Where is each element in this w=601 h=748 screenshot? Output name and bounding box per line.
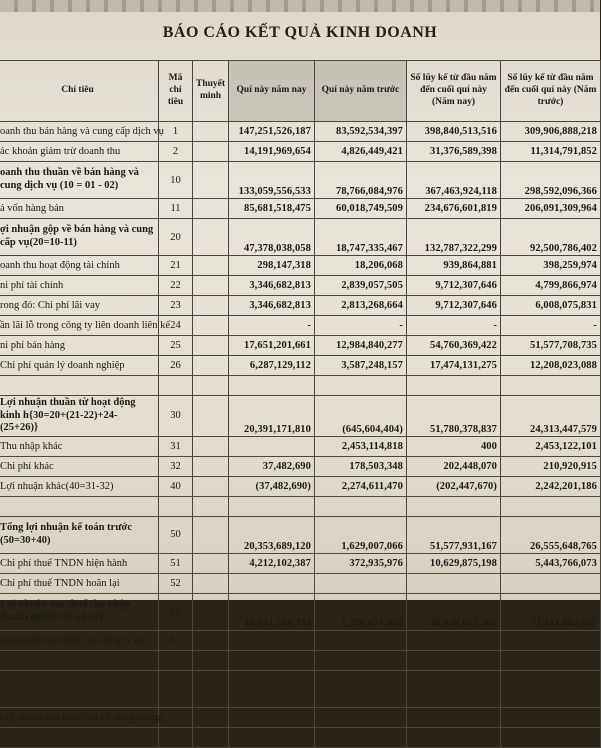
table-row: Lợi nhuận sau thuế thu nhập doanh ệp(60=50-51-52) 60 16,141,586,733 1,256,071,090 40,948,055,969 21,111,882,692 [0, 593, 601, 630]
table-row: ác khoản giảm trừ doanh thu 2 14,191,969,654 4,826,449,421 31,376,589,398 11,314,791,852 [0, 142, 601, 162]
col-header-thuyet-minh: Thuyết minh [193, 61, 229, 122]
income-statement-table [0, 60, 601, 748]
table-row: ni phí tài chính 22 3,346,682,813 2,839,057,505 9,712,307,646 4,799,866,974 [0, 276, 601, 296]
table-row: oanh thu thuần về bán hàng và cung dịch vụ (10 = 01 - 02) 10 133,059,556,533 78,766,084,976 367,463,924,118 298,592,096,366 [0, 162, 601, 199]
table-row [0, 670, 601, 707]
col-header-this-quarter: Quí này năm nay [229, 61, 315, 122]
table-row: á vốn hàng bán 11 85,681,518,475 60,018,749,509 234,676,601,819 206,091,309,964 [0, 199, 601, 219]
table-row: Chi phí khác 32 37,482,690 178,503,348 202,448,070 210,920,915 [0, 456, 601, 476]
col-header-chi-tieu: Chỉ tiêu [0, 61, 159, 122]
header-row [0, 61, 601, 122]
table-row: Thu nhập khác 31 2,453,114,818 400 2,453,122,101 [0, 436, 601, 456]
table-row: Lợi nhuận thuần từ hoạt động kinh h{30=20+(21-22)+24-(25+26)} 30 20,391,171,810 (645,604,404) 51,780,378,837 24,313,447,579 [0, 396, 601, 437]
col-header-ma-chi-tieu: Mã chỉ tiêu [159, 61, 193, 122]
table-row: oanh thu bán hàng và cung cấp dịch vụ 1 147,251,526,187 83,592,534,397 398,840,513,516 309,906,888,218 [0, 122, 601, 142]
table-row: Tổng lợi nhuận kế toán trước (50=30+40) 50 20,353,689,120 1,629,007,066 51,577,931,167 26,555,648,765 [0, 516, 601, 553]
col-header-last-year-quarter: Quí này năm trước [315, 61, 407, 122]
table-row: Chi phí thuế TNDN hoãn lại 52 [0, 573, 601, 593]
table-row [0, 376, 601, 396]
table-row: Chi phí thuế TNDN hiện hành 51 4,212,102,387 372,935,976 10,629,875,198 5,443,766,073 [0, 553, 601, 573]
table-row: rong đó: Chi phí lãi vay 23 3,346,682,813 2,813,268,664 9,712,307,646 6,008,075,831 [0, 296, 601, 316]
report-title: BÁO CÁO KẾT QUẢ KINH DOANH [162, 24, 438, 41]
table-row: ần lãi lỗ trong công ty liên doanh liên kế 24 - - - - [0, 316, 601, 336]
table-row: Lợi nhuận sau thuế của cổ đông không [0, 707, 601, 727]
table-row: ni phí bán hàng 25 17,651,201,661 12,984,840,277 54,760,369,422 51,577,708,735 [0, 336, 601, 356]
table-row [0, 650, 601, 670]
table-row [0, 496, 601, 516]
cropped-header-strip [0, 0, 600, 12]
table-row: Lợi nhuận sau thuế của công ty mẹ 61 [0, 630, 601, 650]
table-row: Chi phí quản lý doanh nghiệp 26 6,287,129,112 3,587,248,157 17,474,131,275 12,208,023,088 [0, 356, 601, 376]
table-row [0, 727, 601, 747]
col-header-ytd-this-year: Số lũy kế từ đầu năm đến cuối quí này (Năm nay) [407, 61, 501, 122]
table-row: ợi nhuận gộp về bán hàng và cung cấp vụ(20=10-11) 20 47,378,038,058 18,747,335,467 132,787,322,299 92,500,786,402 [0, 219, 601, 256]
table-row: Lợi nhuận khác(40=31-32) 40 (37,482,690) 2,274,611,470 (202,447,670) 2,242,201,186 [0, 476, 601, 496]
col-header-ytd-last-year: Số lũy kế từ đầu năm đến cuối quí này (Năm trước) [501, 61, 601, 122]
table-row: oanh thu hoạt động tài chính 21 298,147,318 18,206,068 939,864,881 398,259,974 [0, 256, 601, 276]
